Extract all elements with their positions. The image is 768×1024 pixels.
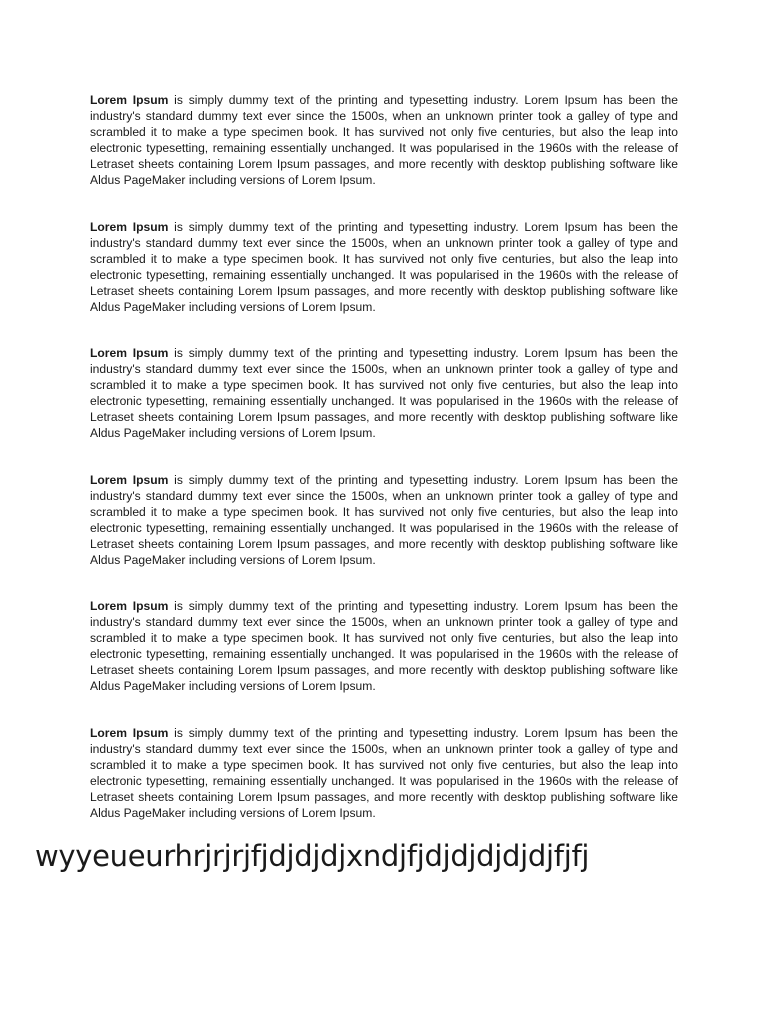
paragraph-body: is simply dummy text of the printing and typesetting industry. Lorem Ipsum has been the industry's standard dummy text ever since the 1500s, when an unknown printer took a galley of type and scrambled it to make a type specimen book. It has survived not only five centuries, but also the leap into electronic typesetting, remaining essentially unchanged. It was popularised in the 1960s with the release of Letraset sheets containing Lorem Ipsum passages, and more recently with desktop publishing software like Aldus PageMaker including versions of Lorem Ipsum. xyxy=(90,599,678,693)
paragraph-lead: Lorem Ipsum xyxy=(90,473,169,487)
paragraph-lead: Lorem Ipsum xyxy=(90,93,169,107)
paragraph-lead: Lorem Ipsum xyxy=(90,726,169,740)
paragraph-body: is simply dummy text of the printing and typesetting industry. Lorem Ipsum has been the industry's standard dummy text ever since the 1500s, when an unknown printer took a galley of type and scrambled it to make a type specimen book. It has survived not only five centuries, but also the leap into electronic typesetting, remaining essentially unchanged. It was popularised in the 1960s with the release of Letraset sheets containing Lorem Ipsum passages, and more recently with desktop publishing software like Aldus PageMaker including versions of Lorem Ipsum. xyxy=(90,346,678,440)
paragraph xyxy=(90,473,678,568)
paragraph xyxy=(90,93,678,188)
paragraph-lead: Lorem Ipsum xyxy=(90,346,169,360)
paragraph-body: is simply dummy text of the printing and typesetting industry. Lorem Ipsum has been the industry's standard dummy text ever since the 1500s, when an unknown printer took a galley of type and scrambled it to make a type specimen book. It has survived not only five centuries, but also the leap into electronic typesetting, remaining essentially unchanged. It was popularised in the 1960s with the release of Letraset sheets containing Lorem Ipsum passages, and more recently with desktop publishing software like Aldus PageMaker including versions of Lorem Ipsum. xyxy=(90,93,678,187)
paragraph-lead: Lorem Ipsum xyxy=(90,220,169,234)
paragraph xyxy=(90,599,678,694)
paragraph xyxy=(90,220,678,315)
paragraph-body: is simply dummy text of the printing and typesetting industry. Lorem Ipsum has been the industry's standard dummy text ever since the 1500s, when an unknown printer took a galley of type and scrambled it to make a type specimen book. It has survived not only five centuries, but also the leap into electronic typesetting, remaining essentially unchanged. It was popularised in the 1960s with the release of Letraset sheets containing Lorem Ipsum passages, and more recently with desktop publishing software like Aldus PageMaker including versions of Lorem Ipsum. xyxy=(90,220,678,314)
paragraph-body: is simply dummy text of the printing and typesetting industry. Lorem Ipsum has been the industry's standard dummy text ever since the 1500s, when an unknown printer took a galley of type and scrambled it to make a type specimen book. It has survived not only five centuries, but also the leap into electronic typesetting, remaining essentially unchanged. It was popularised in the 1960s with the release of Letraset sheets containing Lorem Ipsum passages, and more recently with desktop publishing software like Aldus PageMaker including versions of Lorem Ipsum. xyxy=(90,473,678,567)
paragraph-lead: Lorem Ipsum xyxy=(90,599,169,613)
paragraph-body: is simply dummy text of the printing and typesetting industry. Lorem Ipsum has been the industry's standard dummy text ever since the 1500s, when an unknown printer took a galley of type and scrambled it to make a type specimen book. It has survived not only five centuries, but also the leap into electronic typesetting, remaining essentially unchanged. It was popularised in the 1960s with the release of Letraset sheets containing Lorem Ipsum passages, and more recently with desktop publishing software like Aldus PageMaker including versions of Lorem Ipsum. xyxy=(90,726,678,820)
paragraph xyxy=(90,346,678,441)
typed-text-line: wyyeueurhrjrjrjfjdjdjdjxndjfjdjdjdjdjdjfjfj xyxy=(35,839,590,873)
paragraph xyxy=(90,726,678,821)
